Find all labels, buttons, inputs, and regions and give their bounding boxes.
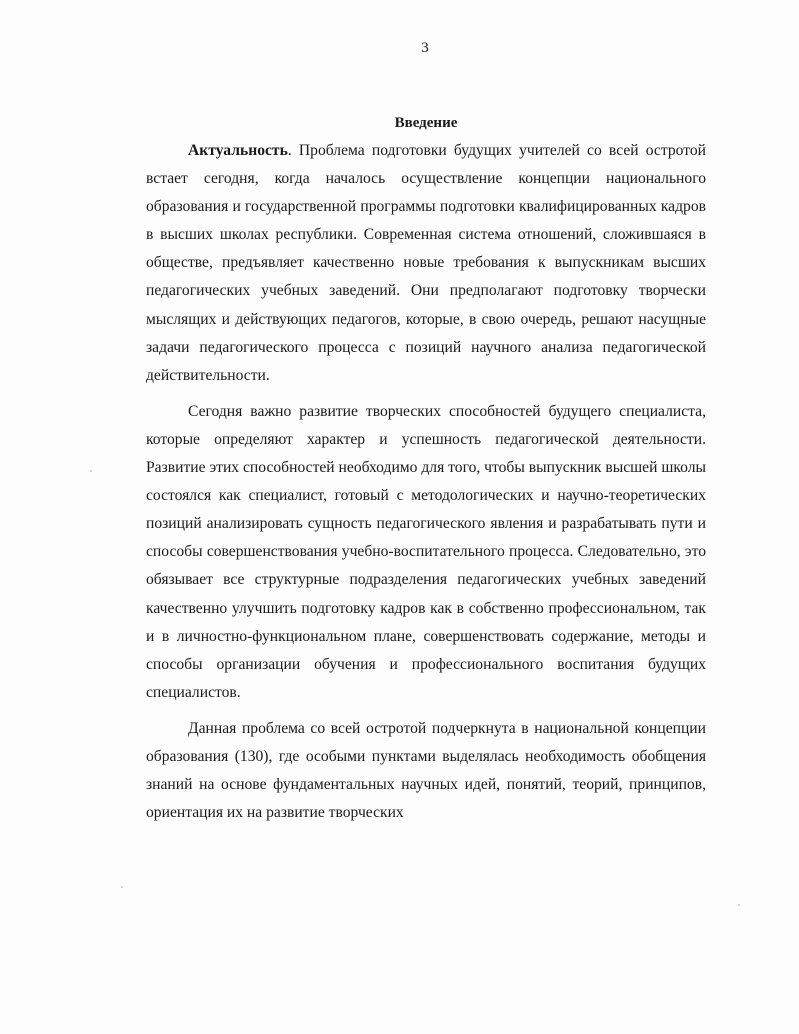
paragraph-text: . Проблема подготовки будущих учителей со всей остротой встает сегодня, когда началось осуществление концепции национального образования и государственной программы подготовки квалифицированных кадров в высших школах республики. Современная система отношений, сложившаяся в обществе, предъявляет качественно новые требования к выпускникам высших педагогических учебных заведений. Они предполагают подготовку творчески мыслящих и действующих педагогов, которые, в свою очередь, решают насущные задачи педагогического процесса с позиций научного анализа педагогической действительности. [146, 142, 706, 384]
scan-speck [121, 886, 123, 888]
paragraph-national-concept: Данная проблема со всей остротой подчеркнута в национальной концепции образования (130), где особыми пунктами выделялась необходимость обобщения знаний на основе фундаментальных научных идей, понятий, теорий, принципов, ориентация их на развитие творческих [146, 719, 706, 822]
scan-speck [90, 470, 92, 472]
body-text [146, 137, 706, 827]
page-number: 3 [421, 40, 429, 56]
paragraph-relevance [146, 137, 706, 390]
section-heading: Введение [394, 115, 458, 131]
lead-term: Актуальность [188, 142, 288, 159]
scan-speck [738, 904, 740, 906]
paragraph-creative-abilities: Сегодня важно развитие творческих способностей будущего специалиста, которые определяют характер и успешность педагогической деятельности. Развитие этих способностей необходимо для того, чтобы выпускник высшей школы состоялся как специалист, готовый с методологических и научно-теоретических позиций анализировать сущность педагогического явления и разрабатывать пути и способы совершенствования учебно-воспитательного процесса. Следовательно, это обязывает все структурные подразделения педагогических учебных заведений качественно улучшить подготовку кадров как в собственно профессиональном, так и в личностно-функциональном плане, совершенствовать содержание, методы и способы организации обучения и профессионального воспитания будущих специалистов. [146, 402, 706, 701]
